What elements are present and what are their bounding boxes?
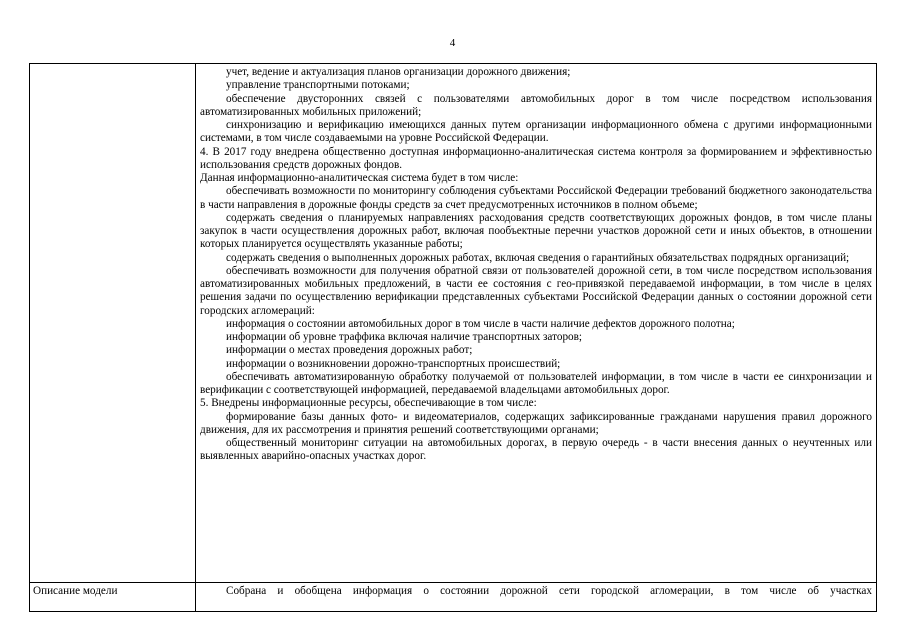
paragraph: синхронизацию и верификацию имеющихся данных путем организации информационного обмена с другими информационными системами, в том числе создаваемыми на уровне Российской Федерации. (200, 119, 872, 145)
paragraph: обеспечивать возможности по мониторингу соблюдения субъектами Российской Федерации требований бюджетного законодательства в части направления в дорожные фонды средств за счет предусмотренных источников в полном объеме; (200, 185, 872, 211)
table-row (30, 64, 877, 583)
table-cell-label: Описание модели (30, 583, 196, 612)
paragraph: управление транспортными потоками; (226, 79, 410, 92)
table-cell-label (30, 64, 196, 583)
paragraph: общественный мониторинг ситуации на автомобильных дорогах, в первую очередь - в части внесения данных о неучтенных или выявленных аварийно-опасных участках дорог. (200, 437, 872, 463)
paragraph: содержать сведения о выполненных дорожных работах, включая сведения о гарантийных обязательствах подрядных организаций; (226, 251, 850, 264)
paragraph: формирование базы данных фото- и видеоматериалов, содержащих зафиксированные гражданами нарушения правил дорожного движения, для их рассмотрения и принятия решений соответствующими органами; (200, 410, 872, 436)
paragraph: Собрана и обобщена информация о состоянии дорожной сети городской агломерации, в том числе об участках (226, 585, 872, 597)
paragraph: информации о местах проведения дорожных работ; (226, 344, 473, 357)
page-number: 4 (449, 37, 456, 49)
paragraph: информации о возникновении дорожно-транспортных происшествий; (226, 357, 561, 370)
document-table (29, 63, 877, 612)
paragraph: учет, ведение и актуализация планов организации дорожного движения; (226, 66, 571, 78)
paragraph: Данная информационно-аналитическая система будет в том числе: (200, 172, 519, 184)
table-cell-content (196, 583, 877, 612)
paragraph: обеспечивать автоматизированную обработку получаемой от пользователей информации, в том числе в части ее синхронизации и верификации с соответствующей информацией, передаваемой владельцами автомобильных дорог. (200, 370, 872, 396)
table-row (30, 583, 877, 612)
paragraph: информации об уровне траффика включая наличие транспортных заторов; (226, 331, 583, 343)
paragraph: 4. В 2017 году внедрена общественно доступная информационно-аналитическая система контроля за формированием и эффективностью использования средств дорожных фондов. (200, 145, 872, 171)
paragraph: обеспечение двусторонних связей с пользователями автомобильных дорог в том числе посредством использования автоматизированных мобильных приложений; (200, 92, 872, 118)
paragraph: обеспечивать возможности для получения обратной связи от пользователей дорожной сети, в том числе посредством использования автоматизированных мобильных предложений, в части ее состояния с гео-привязкой передаваемой информации, в том числе в целях решения задачи по осуществлению верификации представленных субъектами Российской Федерации данных о состоянии дорожной сети городских агломераций: (200, 264, 872, 317)
table-cell-content (196, 64, 877, 583)
paragraph: информация о состоянии автомобильных дорог в том числе в части наличие дефектов дорожного полотна; (226, 317, 735, 330)
paragraph: содержать сведения о планируемых направлениях расходования средств соответствующих дорожных фондов, в том числе планы закупок в части осуществления дорожных работ, включая пообъектные перечни участков дорожной сети и иных объектов, в отношении которых планируется осуществлять указанные работы; (200, 211, 872, 251)
paragraph: 5. Внедрены информационные ресурсы, обеспечивающие в том числе: (200, 397, 537, 410)
